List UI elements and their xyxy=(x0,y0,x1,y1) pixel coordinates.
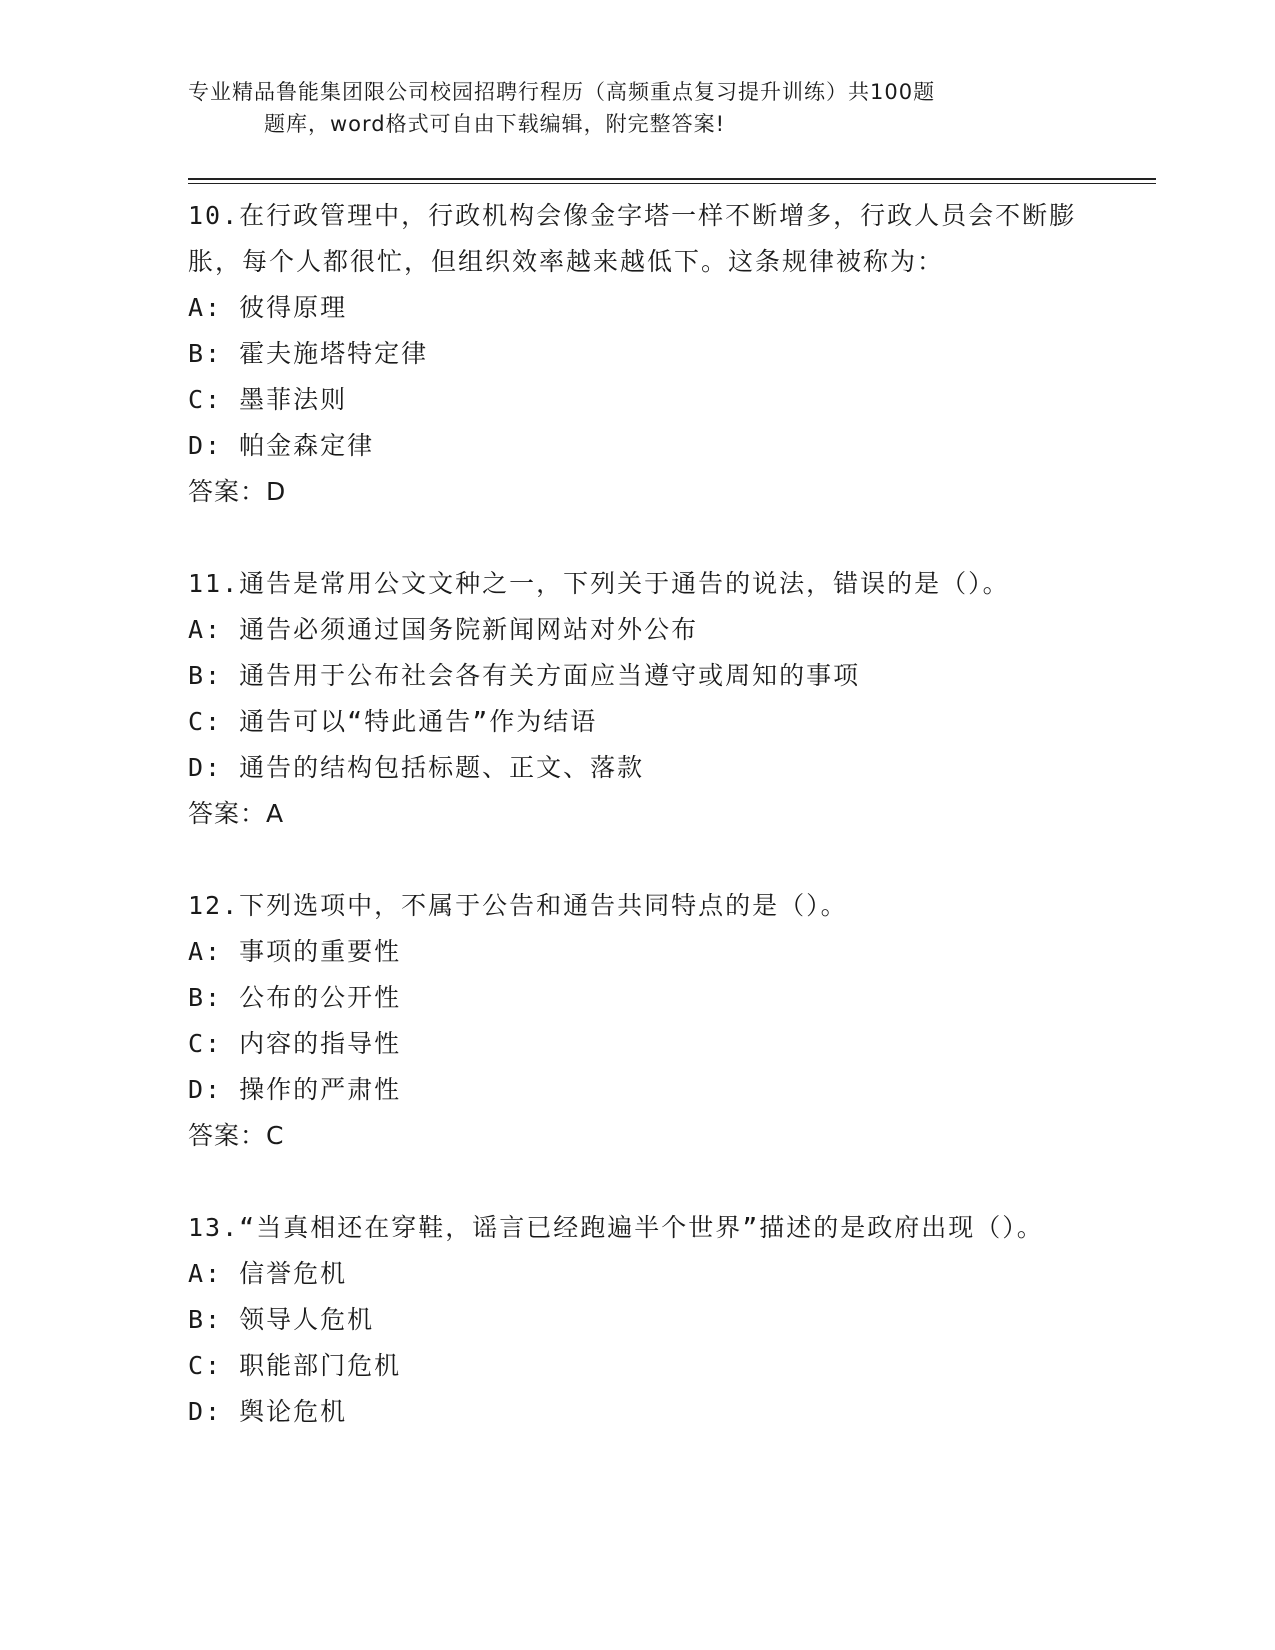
option-b: B: 公布的公开性 xyxy=(188,983,402,1012)
option-d: D: 舆论危机 xyxy=(188,1397,348,1426)
answer: 答案：C xyxy=(188,1121,285,1150)
header-divider-thin xyxy=(188,183,1156,184)
option-b: B: 霍夫施塔特定律 xyxy=(188,339,429,368)
option-a: A: 彼得原理 xyxy=(188,293,348,322)
answer: 答案：D xyxy=(188,477,287,506)
question-stem: 10.在行政管理中，行政机构会像金字塔一样不断增多，行政人员会不断膨胀，每个人都很忙，但组织效率越来越低下。这条规律被称为： xyxy=(188,201,1077,276)
option-c: C: 通告可以“特此通告”作为结语 xyxy=(188,707,598,736)
option-a: A: 信誉危机 xyxy=(188,1259,348,1288)
option-c: C: 内容的指导性 xyxy=(188,1029,402,1058)
question-stem: 12.下列选项中，不属于公告和通告共同特点的是（）。 xyxy=(188,891,848,920)
question-11 xyxy=(188,561,1088,837)
document-header xyxy=(188,76,1088,140)
option-b: B: 领导人危机 xyxy=(188,1305,375,1334)
option-a: A: 通告必须通过国务院新闻网站对外公布 xyxy=(188,615,699,644)
header-divider-thick xyxy=(188,178,1156,180)
question-10 xyxy=(188,193,1088,515)
option-b: B: 通告用于公布社会各有关方面应当遵守或周知的事项 xyxy=(188,661,861,690)
header-line-1: 专业精品鲁能集团限公司校园招聘行程历（高频重点复习提升训练）共100题 xyxy=(188,80,936,104)
option-c: C: 墨菲法则 xyxy=(188,385,348,414)
option-d: D: 通告的结构包括标题、正文、落款 xyxy=(188,753,645,782)
option-c: C: 职能部门危机 xyxy=(188,1351,402,1380)
header-line-2: 题库，word格式可自由下载编辑，附完整答案! xyxy=(264,112,726,136)
question-stem: 13.“当真相还在穿鞋，谣言已经跑遍半个世界”描述的是政府出现（）。 xyxy=(188,1213,1044,1242)
question-13 xyxy=(188,1205,1088,1435)
question-12 xyxy=(188,883,1088,1159)
option-d: D: 帕金森定律 xyxy=(188,431,375,460)
question-stem: 11.通告是常用公文文种之一，下列关于通告的说法，错误的是（）。 xyxy=(188,569,1010,598)
answer: 答案：A xyxy=(188,799,285,828)
option-d: D: 操作的严肃性 xyxy=(188,1075,402,1104)
question-list xyxy=(188,193,1088,1481)
option-a: A: 事项的重要性 xyxy=(188,937,402,966)
